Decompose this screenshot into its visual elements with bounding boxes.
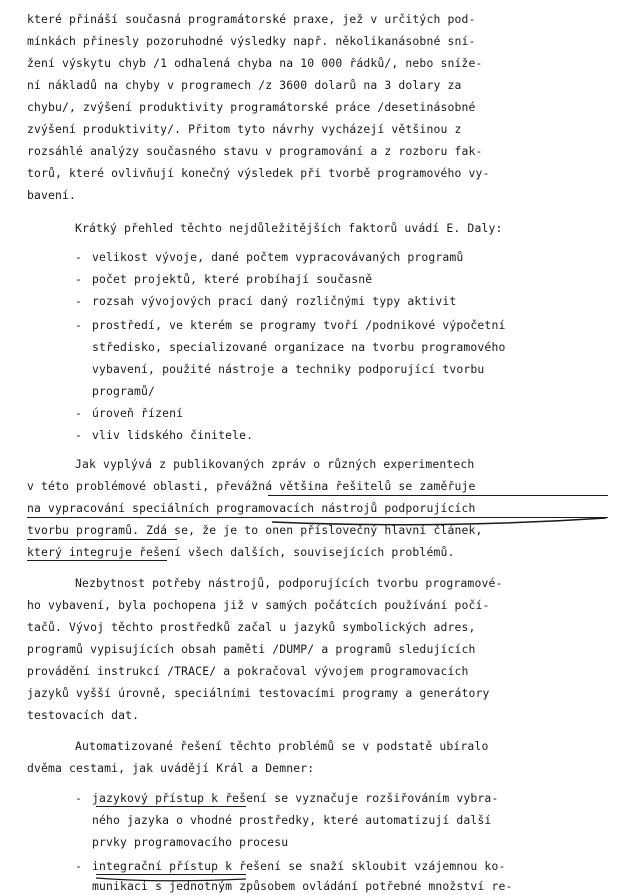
list-item: úroveň řízení xyxy=(92,406,184,420)
list-item-continued: prvky programovacího procesu xyxy=(92,835,289,849)
list-bullet: - xyxy=(75,859,83,873)
text-line: Automatizované řešení těchto problémů se v podstatě ubíralo xyxy=(75,739,489,753)
list-item-continued: programů/ xyxy=(92,384,156,398)
list-item: prostředí, ve kterém se programy tvoří /podnikové výpočetní xyxy=(92,318,506,332)
list-item: vliv lidského činitele. xyxy=(92,428,254,442)
text-line: mínkách přinesly pozoruhodné výsledky např. několikanásobné sní- xyxy=(27,34,476,48)
text-line: bavení. xyxy=(27,188,77,202)
text-line: ho vybavení, byla pochopena již v samých počátcích používání počí- xyxy=(27,598,490,612)
text-line: Krátký přehled těchto nejdůležitějších faktorů uvádí E. Daly: xyxy=(75,221,503,235)
list-bullet: - xyxy=(75,791,83,805)
list-item: velikost vývoje, dané počtem vypracovávaných programů xyxy=(92,250,464,264)
text-line: dvěma cestami, jak uvádějí Král a Demner: xyxy=(27,761,315,775)
list-bullet: - xyxy=(75,250,83,264)
list-item-continued: středisko, specializované organizace na tvorbu programového xyxy=(92,340,506,354)
list-item-continued: vybavení, použité nástroje a techniky podporující tvorbu xyxy=(92,362,485,376)
text-line: tačů. Vývoj těchto prostředků začal u jazyků symbolických adres, xyxy=(27,620,476,634)
list-bullet: - xyxy=(75,318,83,332)
list-item-continued: munikaci s jednotným způsobem ovládání potřebné množství re- xyxy=(92,879,513,893)
list-bullet: - xyxy=(75,272,83,286)
text-line: provádění instrukcí /TRACE/ a pokračoval vývojem programovacích xyxy=(27,664,469,678)
text-line: chybu/, zvýšení produktivity programátorské práce /desetinásobné xyxy=(27,100,476,114)
text-line: na vypracování speciálních programovacích nástrojů podporujících xyxy=(27,501,476,515)
text-line: Jak vyplývá z publikovaných zpráv o různých experimentech xyxy=(75,457,475,471)
list-bullet: - xyxy=(75,294,83,308)
list-item: integrační přístup k řešení se snaží skloubit vzájemnou ko- xyxy=(92,859,506,873)
text-line: ní nákladů na chyby v programech /z 3600 dolarů na 3 dolary za xyxy=(27,78,462,92)
list-bullet: - xyxy=(75,406,83,420)
text-line: které přináší současná programátorské praxe, jež v určitých pod- xyxy=(27,12,476,26)
list-bullet: - xyxy=(75,428,83,442)
text-line: Nezbytnost potřeby nástrojů, podporujících tvorbu programové- xyxy=(75,576,503,590)
list-item: jazykový přístup k řešení se vyznačuje rozšiřováním vybra- xyxy=(92,791,499,805)
text-line: tvorbu programů. Zdá se, že je to onen příslovečný hlavní článek, xyxy=(27,523,483,537)
text-line: jazyků vyšší úrovně, speciálními testovacími programy a generátory xyxy=(27,686,490,700)
list-item: rozsah vývojových prací daný rozličnými typy aktivit xyxy=(92,294,457,308)
list-item: počet projektů, které probíhají současně xyxy=(92,272,373,286)
text-line: programů vypisujících obsah paměti /DUMP/ a programů sledujících xyxy=(27,642,476,656)
list-item-continued: ného jazyka o vhodné prostředky, které automatizují další xyxy=(92,813,492,827)
text-line: torů, které ovlivňují konečný výsledek při tvorbě programového vy- xyxy=(27,166,490,180)
text-line: v této problémové oblasti, převážná většina řešitelů se zaměřuje xyxy=(27,479,476,493)
text-line: testovacích dat. xyxy=(27,708,140,722)
text-line: žení výskytu chyb /1 odhalená chyba na 10 000 řádků/, nebo sníže- xyxy=(27,56,483,70)
text-line: zvýšení produktivity/. Přitom tyto návrhy vycházejí většinou z xyxy=(27,122,462,136)
text-line: který integruje řešení všech dalších, souvisejících problémů. xyxy=(27,545,455,559)
text-line: rozsáhlé analýzy současného stavu v programování a z rozboru fak- xyxy=(27,144,483,158)
